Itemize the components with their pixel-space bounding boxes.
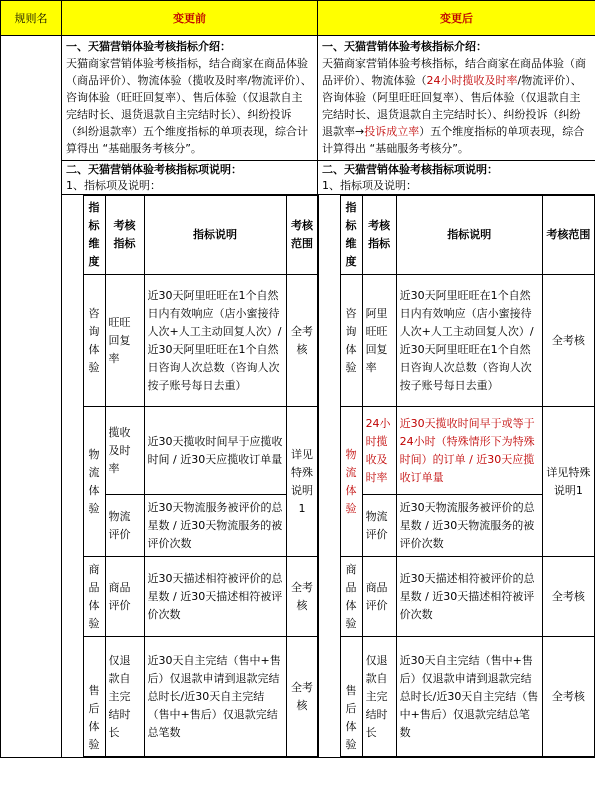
before-section1-title: 一、天猫营销体验考核指标介绍： <box>66 40 231 53</box>
after-pickup-metric: 24小时揽收及时率 <box>362 407 396 495</box>
before-col-metric: 考核指标 <box>105 196 144 275</box>
after-refund-metric: 仅退款自主完结时长 <box>362 637 396 757</box>
after-section1 <box>318 36 595 161</box>
before-refund-metric: 仅退款自主完结时长 <box>105 637 144 757</box>
before-section2-title: 二、天猫营销体验考核指标项说明： <box>66 163 242 176</box>
before-goods-metric: 商品评价 <box>105 557 144 637</box>
before-pickup-desc: 近30天揽收时间早于应揽收时间 / 近30天应揽收订单量 <box>144 407 286 495</box>
before-goods-desc: 近30天描述相符被评价的总星数 / 近30天描述相符被评价次数 <box>144 557 286 637</box>
after-s1-text-2: /物流评价）、咨询体验（阿里旺旺回复率）、售后体验（仅退款自主完结时长、退货退款自主完结时长）、纠纷投诉（纠纷退款率→ <box>322 74 582 138</box>
after-section2-title: 二、天猫营销体验考核指标项说明： <box>322 163 498 176</box>
before-logeval-desc: 近30天物流服务被评价的总星数 / 近30天物流服务的被评价次数 <box>144 495 286 557</box>
before-col-dimension: 指标维度 <box>83 196 105 275</box>
before-row-refund <box>62 637 318 757</box>
rule-name-header: 规则名 <box>1 1 62 36</box>
before-consult-dimension: 咨询体验 <box>83 275 105 407</box>
before-consult-scope: 全考核 <box>286 275 318 407</box>
after-s1-changed-pickup: 24小时揽收及时率 <box>426 74 518 87</box>
before-goods-scope: 全考核 <box>286 557 318 637</box>
before-metrics-cell <box>62 195 318 758</box>
after-col-metric: 考核指标 <box>362 196 396 275</box>
after-consult-dimension: 咨询体验 <box>340 275 362 407</box>
after-col-dimension: 指标维度 <box>340 196 362 275</box>
before-col-description: 指标说明 <box>144 196 286 275</box>
before-refund-desc: 近30天自主完结（售中+售后）仅退款申请到退款完结总时长/近30天自主完结（售中+售后）仅退款完结总笔数 <box>144 637 286 757</box>
before-logeval-metric: 物流评价 <box>105 495 144 557</box>
after-goods-metric: 商品评价 <box>362 557 396 637</box>
before-consult-metric: 旺旺回复率 <box>105 275 144 407</box>
after-pickup-desc: 近30天揽收时间早于或等于24小时（特殊情形下为特殊时间）的订单 / 近30天应揽收订单量 <box>396 407 542 495</box>
after-refund-scope: 全考核 <box>542 637 594 757</box>
header-row <box>1 1 595 36</box>
after-s1-changed-complaint: 投诉成立率 <box>364 125 420 138</box>
before-row-pickup <box>62 407 318 495</box>
after-metrics-table <box>318 195 595 757</box>
after-col-description: 指标说明 <box>396 196 542 275</box>
after-logistics-dimension: 物流体验 <box>340 407 362 557</box>
section1-row <box>1 36 595 161</box>
after-section1-title: 一、天猫营销体验考核指标介绍： <box>322 40 487 53</box>
after-logistics-scope: 详见特殊说明1 <box>542 407 594 557</box>
after-s1-text-1: 天猫商家营销体验考核指标，结合商家在商品体验（商品评价）、物流体验（ <box>322 57 586 87</box>
after-s1-text-3: ）五个维度指标的单项表现，综合计算得出 “基础服务考核分”。 <box>322 125 585 155</box>
after-refund-desc: 近30天自主完结（售中+售后）仅退款申请到退款完结总时长/近30天自主完结（售中+售后）仅退款完结总笔数 <box>396 637 542 757</box>
after-section1-body <box>322 55 591 157</box>
after-row-consult <box>318 275 595 407</box>
before-indent <box>62 196 83 275</box>
after-section2-head <box>318 161 595 195</box>
after-header: 变更后 <box>318 1 595 36</box>
before-goods-dimension: 商品体验 <box>83 557 105 637</box>
after-metrics-header <box>318 196 595 275</box>
before-header: 变更前 <box>62 1 318 36</box>
section2-head-row <box>1 161 595 195</box>
metrics-row <box>1 195 595 758</box>
after-goods-scope: 全考核 <box>542 557 594 637</box>
after-row-pickup <box>318 407 595 495</box>
before-row-consult <box>62 275 318 407</box>
after-row-refund <box>318 637 595 757</box>
before-consult-desc: 近30天阿里旺旺在1个自然日内有效响应（店小蜜接待人次+人工主动回复人次）/近30天阿里旺旺在1个自然日咨询人次总数（咨询人次按子账号每日去重） <box>144 275 286 407</box>
rule-name-cell <box>1 36 62 758</box>
after-metrics-cell <box>318 195 595 758</box>
after-section2-sub: 1、指标项及说明： <box>322 179 417 192</box>
before-after-sales-dimension: 售后体验 <box>83 637 105 757</box>
after-consult-scope: 全考核 <box>542 275 594 407</box>
after-logeval-metric: 物流评价 <box>362 495 396 557</box>
before-section1 <box>62 36 318 161</box>
before-section2-sub: 1、指标项及说明： <box>66 179 161 192</box>
after-col-scope: 考核范围 <box>542 196 594 275</box>
after-logeval-desc: 近30天物流服务被评价的总星数 / 近30天物流服务的被评价次数 <box>396 495 542 557</box>
before-logistics-dimension: 物流体验 <box>83 407 105 557</box>
before-logistics-scope: 详见特殊说明1 <box>286 407 318 557</box>
after-after-sales-dimension: 售后体验 <box>340 637 362 757</box>
after-consult-metric: 阿里旺旺回复率 <box>362 275 396 407</box>
after-consult-desc: 近30天阿里旺旺在1个自然日内有效响应（店小蜜接待人次+人工主动回复人次）/近30天阿里旺旺在1个自然日咨询人次总数（咨询人次按子账号每日去重） <box>396 275 542 407</box>
after-goods-desc: 近30天描述相符被评价的总星数 / 近30天描述相符被评价次数 <box>396 557 542 637</box>
before-metrics-table <box>62 195 319 757</box>
before-col-scope: 考核范围 <box>286 196 318 275</box>
before-row-goods <box>62 557 318 637</box>
after-indent <box>318 196 340 275</box>
before-section2-head <box>62 161 318 195</box>
before-pickup-metric: 揽收及时率 <box>105 407 144 495</box>
before-section1-body: 天猫商家营销体验考核指标，结合商家在商品体验（商品评价）、物流体验（揽收及时率/物流评价）、咨询体验（旺旺回复率）、售后体验（仅退款自主完结时长、退货退款自主完结时长）、纠纷投诉（纠纷退款率）五个维度指标的单项表现，综合计算得出 “基础服务考核分”。 <box>66 57 312 155</box>
after-goods-dimension: 商品体验 <box>340 557 362 637</box>
before-refund-scope: 全考核 <box>286 637 318 757</box>
before-metrics-header <box>62 196 318 275</box>
after-row-goods <box>318 557 595 637</box>
